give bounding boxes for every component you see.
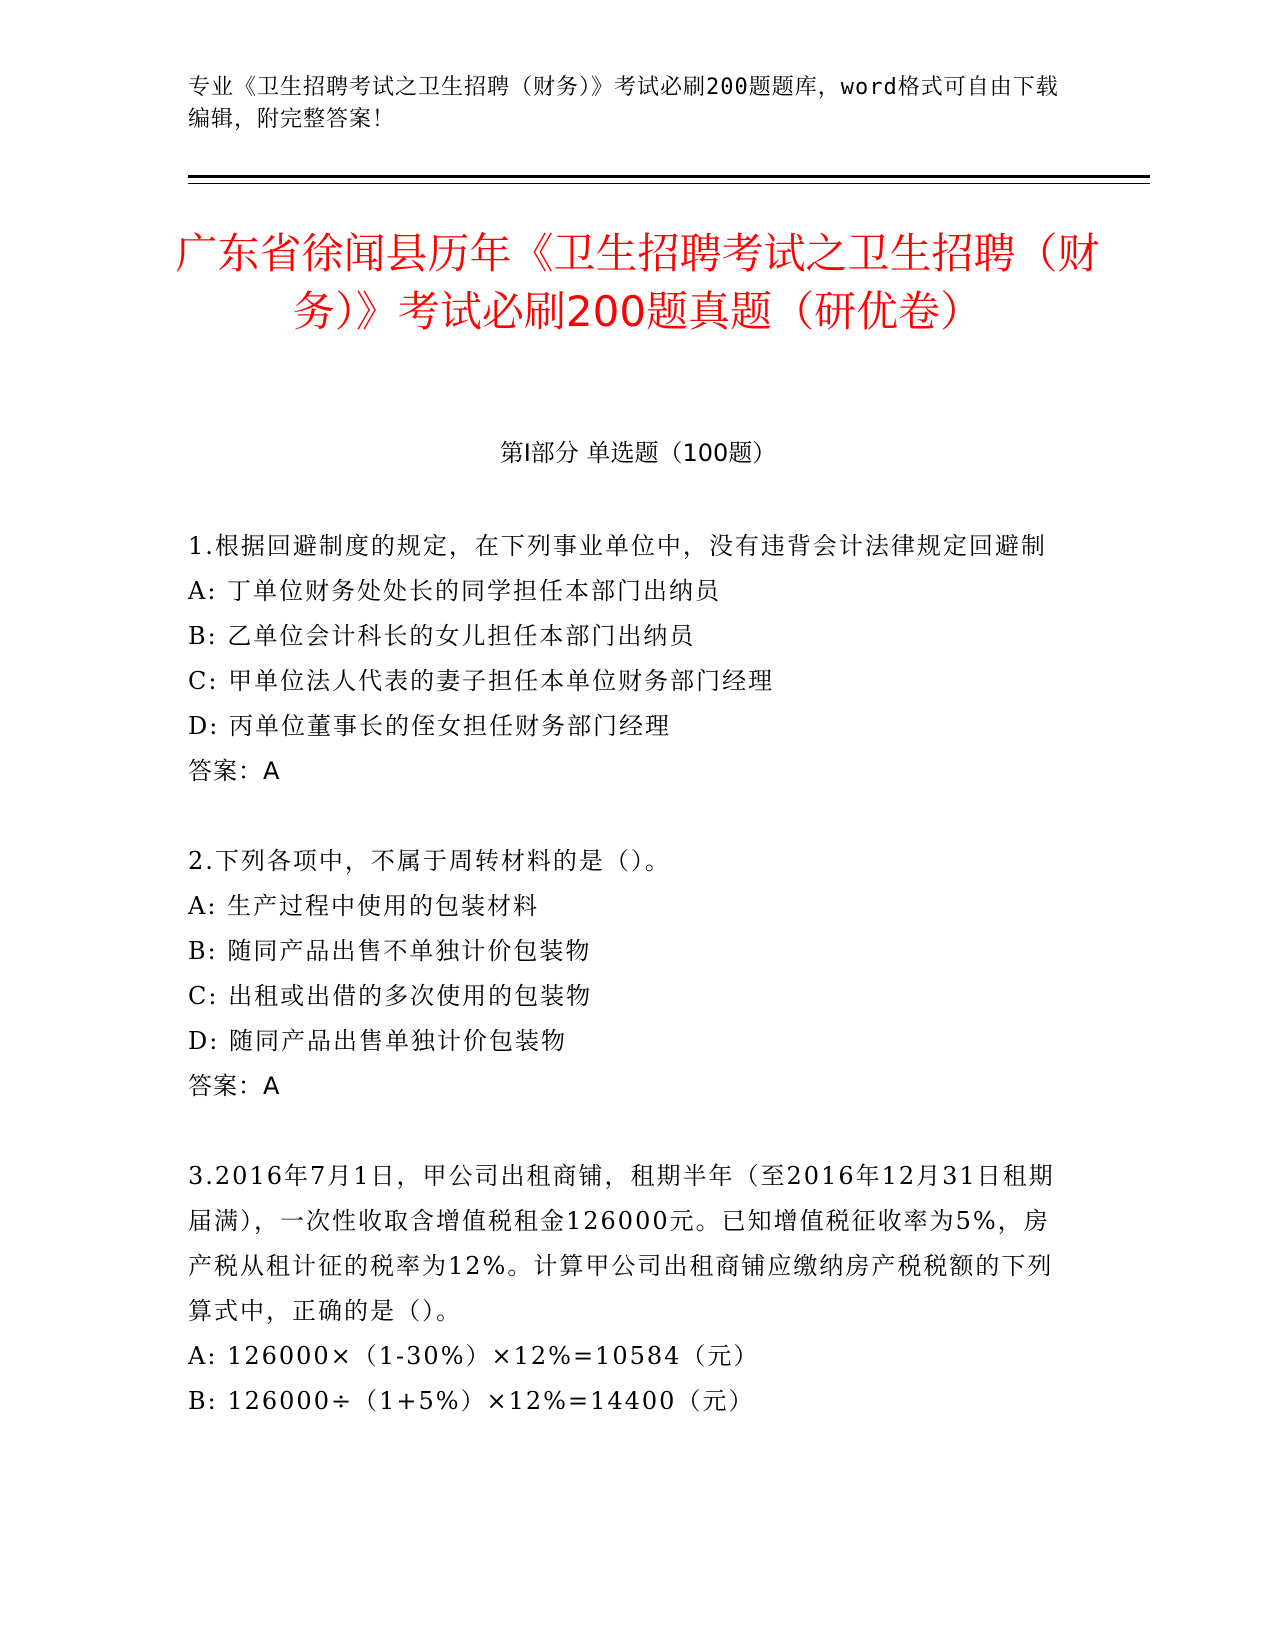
option-a: A: 126000×（1-30%）×12%=10584（元） [188,1342,760,1370]
header-divider-thick [188,175,1150,178]
option-d: D: 随同产品出售单独计价包装物 [188,1027,567,1055]
answer: 答案：A [188,1072,281,1100]
question-3 [188,1154,1068,1424]
option-b: B: 随同产品出售不单独计价包装物 [188,937,592,965]
question-text: 3.2016年7月1日，甲公司出租商铺，租期半年（至2016年12月31日租期届满），一次性收取含增值税租金126000元。已知增值税征收率为5%，房产税从租计征的税率为12%。计算甲公司出租商铺应缴纳房产税税额的下列算式中，正确的是（）。 [188,1162,1055,1325]
option-a: A: 丁单位财务处处长的同学担任本部门出纳员 [188,577,722,605]
header-note: 专业《卫生招聘考试之卫生招聘（财务）》考试必刷200题题库，word格式可自由下载编辑，附完整答案！ [188,75,1059,132]
option-b: B: 126000÷（1+5%）×12%=14400（元） [188,1387,755,1415]
option-a: A: 生产过程中使用的包装材料 [188,892,540,920]
section-title: 第I部分 单选题（100题） [499,439,777,467]
answer: 答案：A [188,757,281,785]
question-1 [188,524,1068,794]
question-text: 1.根据回避制度的规定，在下列事业单位中，没有违背会计法律规定回避制 [188,532,1047,560]
option-c: C: 出租或出借的多次使用的包装物 [188,982,593,1010]
question-text: 2.下列各项中，不属于周转材料的是（）。 [188,847,671,875]
option-c: C: 甲单位法人代表的妻子担任本单位财务部门经理 [188,667,775,695]
document-title: 广东省徐闻县历年《卫生招聘考试之卫生招聘（财务）》考试必刷200题真题（研优卷） [175,229,1100,336]
option-b: B: 乙单位会计科长的女儿担任本部门出纳员 [188,622,696,650]
question-list [188,524,1068,1469]
option-d: D: 丙单位董事长的侄女担任财务部门经理 [188,712,671,740]
question-2 [188,839,1068,1109]
header-divider-thin [188,183,1150,184]
